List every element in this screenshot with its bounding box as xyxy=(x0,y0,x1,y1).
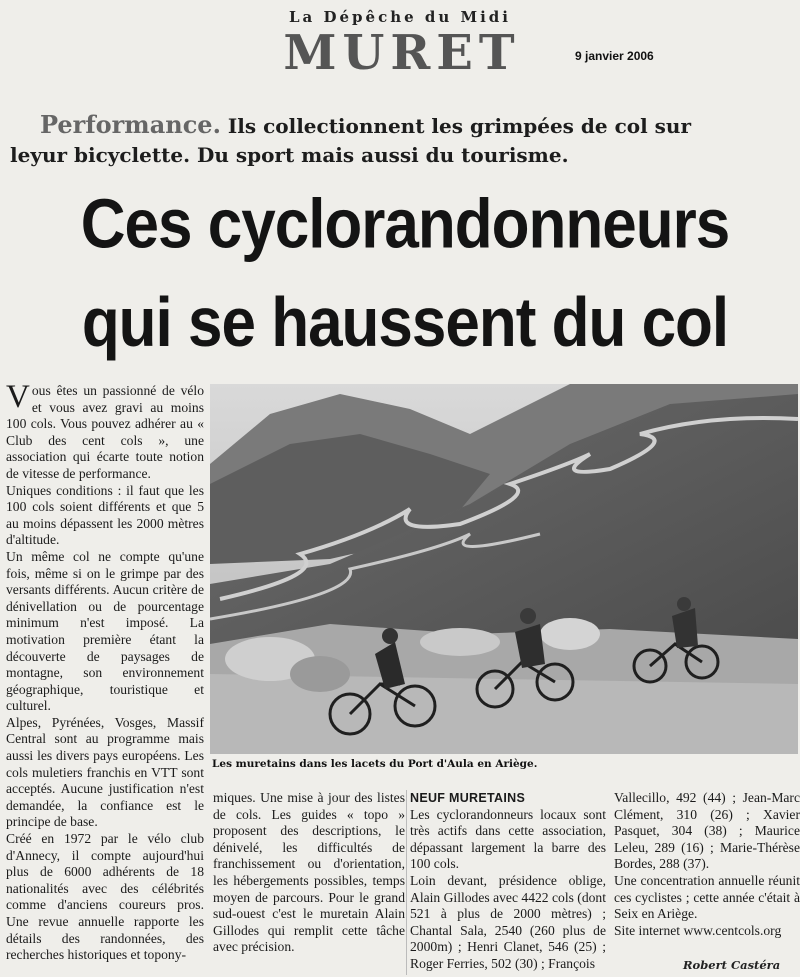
column-1-paragraph-5: Créé en 1972 par le vélo club d'Annecy, il compte aujourd'hui plus de 6000 adhérents de 18 nationalités avec des célébrités comme d'anciens coureurs pros. Une revue annuelle rapporte les détails des randonnées, des recherches historiques et topony- xyxy=(6,831,204,963)
edition-title: MURET xyxy=(283,25,521,81)
deck-line-1: Ils collectionnent les grimpées de col sur xyxy=(227,114,691,138)
mountain-cyclists-illustration xyxy=(210,384,798,754)
column-4-paragraph-3: Site internet www.centcols.org xyxy=(614,922,782,938)
column-4-paragraph-1: Vallecillo, 492 (44) ; Jean-Marc Clément, 310 (26) ; Xavier Pasquet, 304 (38) ; Maurice Leleu, 289 (16) ; Marie-Thérèse Bordes, 288 (37). xyxy=(614,790,800,872)
column-1-paragraph-1: Vous êtes un passionné de vélo et vous avez gravi au moins 100 cols. Vous pouvez adhérer au « Club des cent cols », une association qui écarte toute notion de vitesse de performance. xyxy=(6,379,204,481)
article-deck xyxy=(10,110,760,170)
deck-line-2: leyur bicyclette. Du sport mais aussi du tourisme. xyxy=(10,143,569,167)
headline-line-2: qui se haussent du col xyxy=(81,284,729,362)
column-3-paragraph-2: Loin devant, présidence oblige, Alain Gillodes avec 4422 cols (dont 521 à plus de 2000 mètres) ; Chantal Sala, 2540 (260 plus de 2000m) ; Henri Clanet, 546 (25) ; Roger Ferries, 502 (30) ; François xyxy=(410,872,606,971)
article-column-1 xyxy=(6,379,204,964)
article-photo xyxy=(210,384,798,754)
column-divider xyxy=(406,790,407,975)
photo-caption: Les muretains dans les lacets du Port d'Aula en Ariège. xyxy=(212,758,538,770)
article-column-2 xyxy=(213,790,405,956)
column-1-paragraph-3: Un même col ne compte qu'une fois, même si on le grimpe par des versants différents. Aucun critère de dénivellation ou de pourcentage minimum n'est imposé. La motivation première étant la découverte de paysages de montagne, son environnement géographique, touristique et culturel. xyxy=(6,548,204,714)
newspaper-name: La Dépêche du Midi xyxy=(289,8,511,26)
column-4-paragraph-2: Une concentration annuelle réunit ces cyclistes ; cette année c'était à Seix en Ariège. xyxy=(614,872,800,922)
column-3-paragraph-1: Les cyclorandonneurs locaux sont très actifs dans cette association, dépassant largement la barre des 100 cols. xyxy=(410,806,606,872)
article-column-3 xyxy=(410,790,606,973)
article-headline xyxy=(30,176,780,373)
deck-kicker: Performance. xyxy=(40,110,221,139)
publication-date: 9 janvier 2006 xyxy=(575,49,654,63)
headline-line-1: Ces cyclorandonneurs xyxy=(80,186,730,264)
article-column-4 xyxy=(614,790,800,939)
author-byline: Robert Castéra xyxy=(683,958,781,972)
section-subhead: NEUF MURETAINS xyxy=(410,791,526,805)
column-1-paragraph-4: Alpes, Pyrénées, Vosges, Massif Central sont au programme mais aussi les divers pays européens. Les cols muletiers franchis en VTT sont acceptés. Aucune justification n'est demandée, la confiance est le principe de base. xyxy=(6,714,204,830)
column-1-paragraph-2: Uniques conditions : il faut que les 100 cols soient différents et que 5 au moins dépassent les 2000 mètres d'altitude. xyxy=(6,482,204,548)
column-2-paragraph-1: miques. Une mise à jour des listes de cols. Les guides « topo » proposent des descriptions, le dénivelé, les difficultés de franchissement ou d'orientation, les hébergements possibles, temps moyen de parcours. Pour le grand sud-ouest c'est le muretain Alain Gillodes qui remplit cette tâche avec précision. xyxy=(213,790,405,955)
